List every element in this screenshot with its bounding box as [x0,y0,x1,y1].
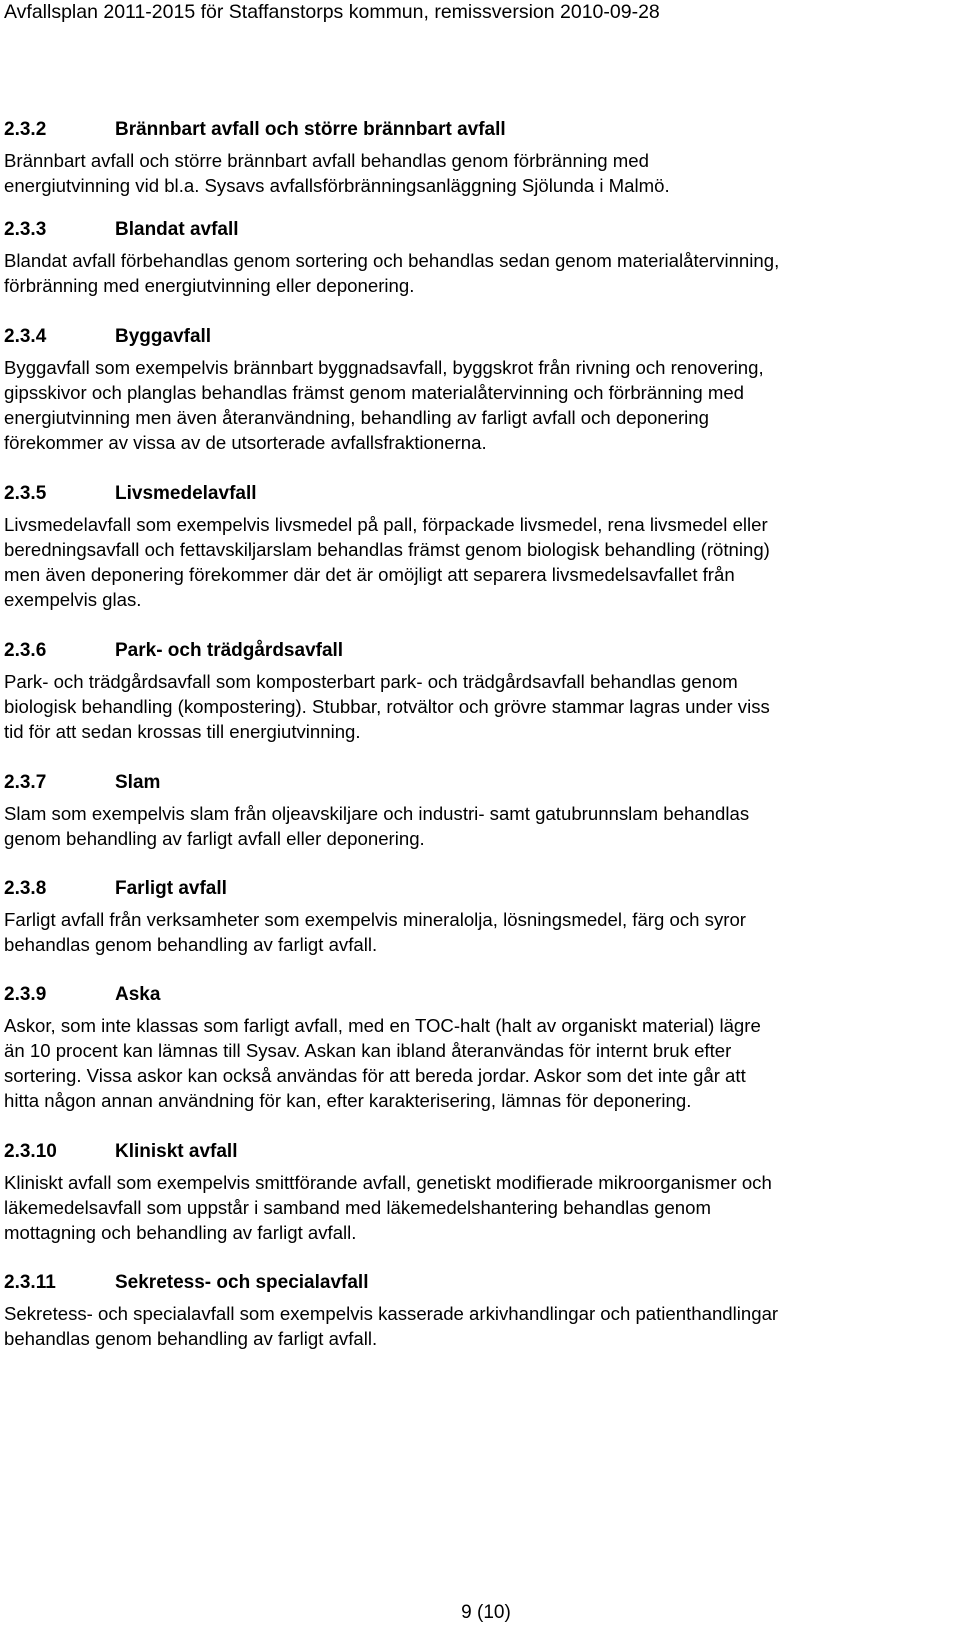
body-line: Askor, som inte klassas som farligt avfall, med en TOC-halt (halt av organiskt material) lägre [4,1015,761,1036]
section-2-3-4 [4,325,954,455]
body-line: Slam som exempelvis slam från oljeavskiljare och industri- samt gatubrunnslam behandlas [4,803,750,824]
running-header: Avfallsplan 2011-2015 för Staffanstorps kommun, remissversion 2010-09-28 [4,1,660,23]
section-body [4,669,954,744]
section-heading [4,482,954,506]
body-line: Farligt avfall från verksamheter som exempelvis mineralolja, lösningsmedel, färg och syror [4,909,746,930]
section-body [4,1170,954,1245]
body-line: sortering. Vissa askor kan också användas för att bereda jordar. Askor som det inte går att [4,1065,746,1086]
body-line: exempelvis glas. [4,589,142,610]
body-line: genom behandling av farligt avfall eller deponering. [4,828,425,849]
section-2-3-6 [4,639,954,744]
section-heading [4,983,954,1007]
body-line: än 10 procent kan lämnas till Sysav. Askan kan ibland återanvändas för internt bruk efter [4,1040,732,1061]
section-2-3-3 [4,218,954,298]
page-number: 9 (10) [461,1602,511,1623]
section-title: Kliniskt avfall [115,1141,238,1162]
section-title: Aska [115,984,161,1005]
section-2-3-10 [4,1140,954,1245]
body-line: hitta någon annan användning för kan, efter karakterisering, lämnas för deponering. [4,1090,692,1111]
body-line: energiutvinning men även återanvändning, behandling av farligt avfall och deponering [4,407,709,428]
section-number: 2.3.10 [4,1141,57,1162]
body-line: Livsmedelavfall som exempelvis livsmedel på pall, förpackade livsmedel, rena livsmedel eller [4,514,768,535]
section-heading [4,639,954,663]
section-heading [4,118,954,142]
section-number: 2.3.3 [4,219,47,240]
section-2-3-9 [4,983,954,1113]
section-title: Livsmedelavfall [115,483,257,504]
section-number: 2.3.8 [4,878,47,899]
section-2-3-11 [4,1271,954,1351]
body-line: men även deponering förekommer där det är omöjligt att separera livsmedelsavfallet från [4,564,735,585]
section-number: 2.3.4 [4,326,47,347]
body-line: Byggavfall som exempelvis brännbart byggnadsavfall, byggskrot från rivning och renovering, [4,357,764,378]
body-line: biologisk behandling (kompostering). Stubbar, rotvältor och grövre stammar lagras under viss [4,696,770,717]
section-number: 2.3.11 [4,1272,56,1293]
body-line: läkemedelsavfall som uppstår i samband med läkemedelshantering behandlas genom [4,1197,711,1218]
section-number: 2.3.6 [4,640,47,661]
section-number: 2.3.9 [4,984,47,1005]
section-heading [4,771,954,795]
body-line: Brännbart avfall och större brännbart avfall behandlas genom förbränning med [4,150,649,171]
body-line: behandlas genom behandling av farligt avfall. [4,934,378,955]
section-heading [4,877,954,901]
section-2-3-8 [4,877,954,957]
body-line: tid för att sedan krossas till energiutvinning. [4,721,361,742]
section-body [4,355,954,455]
body-line: förbränning med energiutvinning eller deponering. [4,275,415,296]
section-body [4,248,954,298]
section-heading [4,218,954,242]
body-line: förekommer av vissa av de utsorterade avfallsfraktionerna. [4,432,487,453]
body-line: Park- och trädgårdsavfall som komposterbart park- och trädgårdsavfall behandlas genom [4,671,738,692]
section-body [4,512,954,612]
body-line: gipsskivor och planglas behandlas främst genom materialåtervinning och förbränning med [4,382,745,403]
section-body [4,1301,954,1351]
section-title: Sekretess- och specialavfall [115,1272,369,1293]
section-body [4,1013,954,1113]
section-heading [4,1271,954,1295]
section-heading [4,325,954,349]
section-title: Park- och trädgårdsavfall [115,640,344,661]
section-body [4,148,954,198]
section-body [4,907,954,957]
section-2-3-7 [4,771,954,851]
section-body [4,801,954,851]
section-2-3-5 [4,482,954,612]
section-number: 2.3.5 [4,483,47,504]
body-line: behandlas genom behandling av farligt avfall. [4,1328,378,1349]
section-number: 2.3.2 [4,119,47,140]
section-heading [4,1140,954,1164]
body-line: Blandat avfall förbehandlas genom sortering och behandlas sedan genom materialåtervinning, [4,250,780,271]
body-line: beredningsavfall och fettavskiljarslam behandlas främst genom biologisk behandling (rötning) [4,539,770,560]
section-title: Brännbart avfall och större brännbart avfall [115,119,506,140]
section-title: Blandat avfall [115,219,239,240]
section-title: Slam [115,772,161,793]
section-2-3-2 [4,118,954,198]
body-line: mottagning och behandling av farligt avfall. [4,1222,357,1243]
body-line: Sekretess- och specialavfall som exempelvis kasserade arkivhandlingar och patienthandlingar [4,1303,779,1324]
section-title: Farligt avfall [115,878,227,899]
section-number: 2.3.7 [4,772,47,793]
body-line: energiutvinning vid bl.a. Sysavs avfallsförbränningsanläggning Sjölunda i Malmö. [4,175,670,196]
section-title: Byggavfall [115,326,212,347]
body-line: Kliniskt avfall som exempelvis smittförande avfall, genetiskt modifierade mikroorganismer och [4,1172,772,1193]
